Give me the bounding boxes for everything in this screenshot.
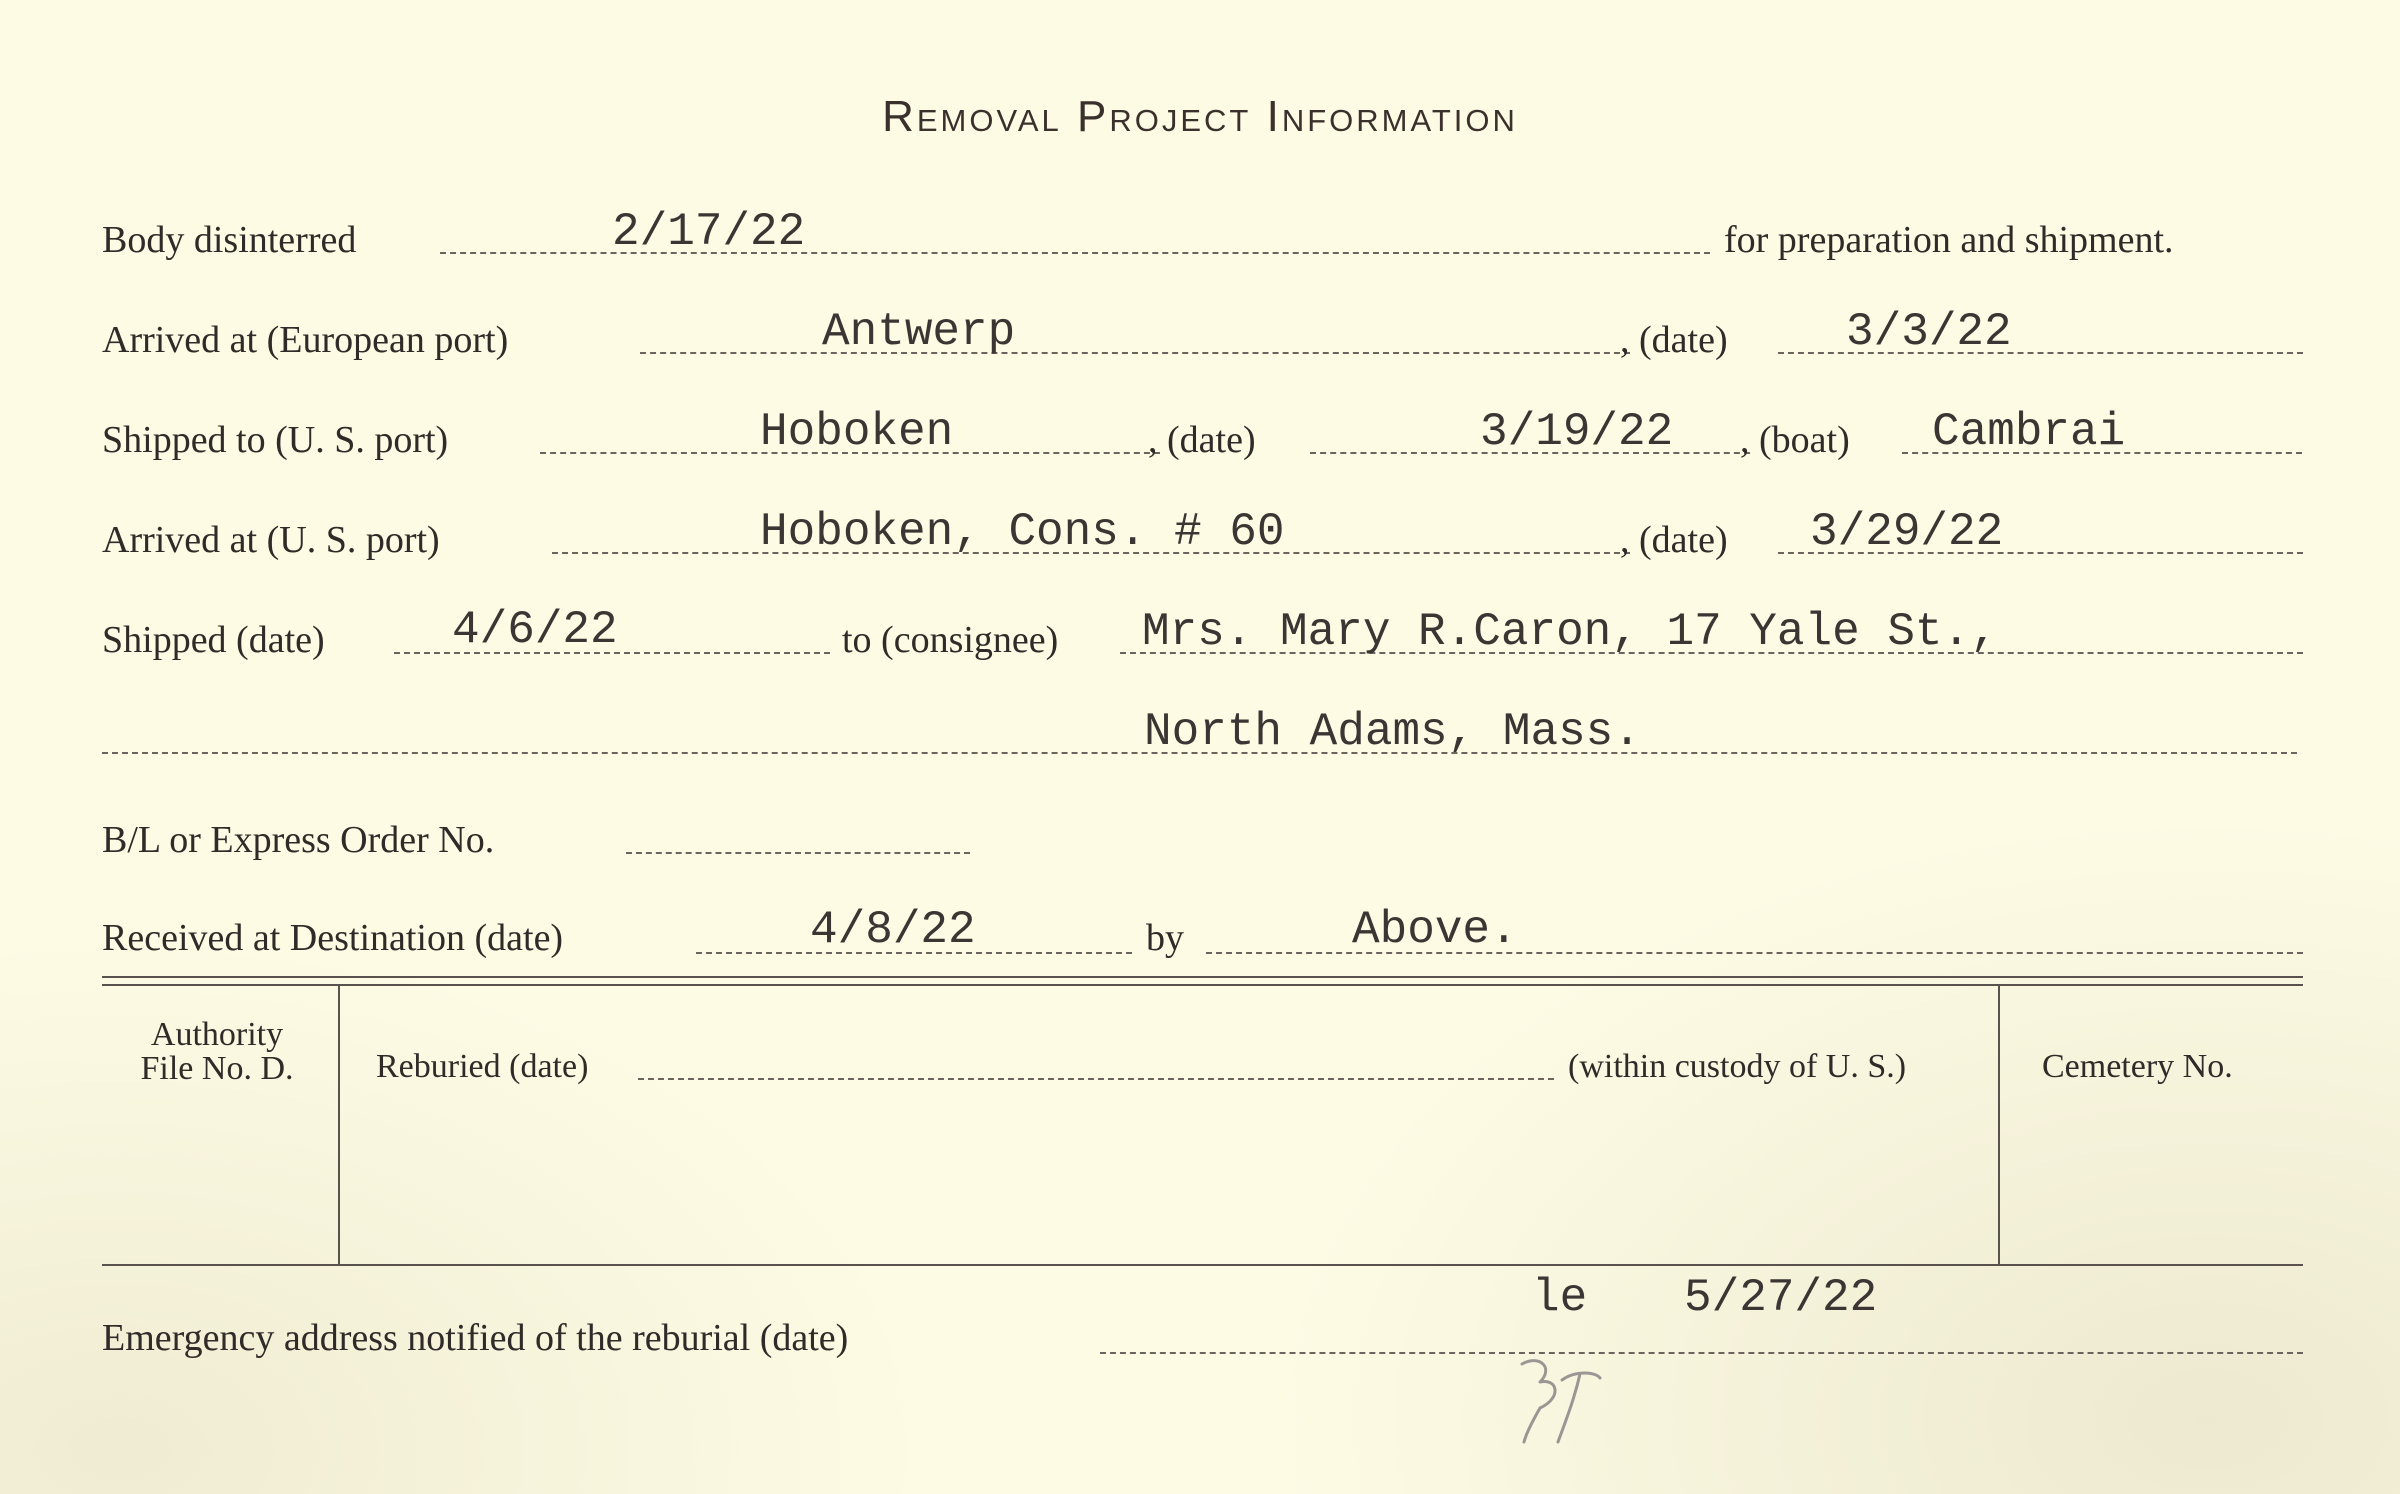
emergency-label: Emergency address notified of the reburial (date) [102,1317,849,1359]
arrived-us-port-value: Hoboken, Cons. # 60 [760,506,1285,558]
emergency-initials: le [1532,1272,1588,1324]
arrived-us-port-label: Arrived at (U. S. port) [102,519,440,561]
emergency-line [1100,1352,2303,1354]
boat-value: Cambrai [1932,406,2126,458]
box-bottom-rule [102,1264,2303,1266]
consignee-value-2: North Adams, Mass. [1144,706,1641,758]
reburied-label: Reburied (date) [376,1048,589,1085]
european-port-date: 3/3/22 [1846,306,2012,358]
consignee-label: to (consignee) [842,619,1059,661]
european-port-line [640,352,1630,354]
custody-label: (within custody of U. S.) [1568,1048,1907,1085]
shipped-us-port-date-label: , (date) [1148,419,1256,461]
boat-label: , (boat) [1740,419,1850,461]
body-disinterred-suffix: for preparation and shipment. [1724,219,2174,261]
received-date-value: 4/8/22 [810,904,976,956]
european-port-value: Antwerp [822,306,1016,358]
box-divider-left [338,986,340,1264]
emergency-date: 5/27/22 [1684,1272,1878,1324]
european-port-label: Arrived at (European port) [102,319,509,361]
arrived-us-port-date-label: , (date) [1620,519,1728,561]
shipped-date-label: Shipped (date) [102,619,325,661]
cemetery-no-label: Cemetery No. [2042,1048,2233,1085]
bl-express-line [626,852,970,854]
received-by-label: by [1146,917,1184,959]
shipped-us-port-value: Hoboken [760,406,954,458]
box-top-rule-inner [102,984,2303,986]
body-disinterred-label: Body disinterred [102,219,357,261]
card-title: Removal Project Information [882,92,1518,141]
authority-label: Authority [150,1016,284,1053]
reburied-line [638,1078,1554,1080]
shipped-us-port-date: 3/19/22 [1480,406,1674,458]
file-no-label: File No. D. [140,1050,294,1087]
box-divider-right [1998,986,2000,1264]
pencil-mark [1510,1350,1630,1450]
consignee-value-1: Mrs. Mary R.Caron, 17 Yale St., [1142,606,1998,658]
body-disinterred-value: 2/17/22 [612,206,806,258]
shipped-date-value: 4/6/22 [452,604,618,656]
shipped-us-port-label: Shipped to (U. S. port) [102,419,449,461]
received-by-value: Above. [1352,904,1518,956]
bl-express-label: B/L or Express Order No. [102,819,495,861]
box-top-rule [102,976,2303,978]
received-label: Received at Destination (date) [102,917,564,959]
european-port-date-label: , (date) [1620,319,1728,361]
arrived-us-port-date: 3/29/22 [1810,506,2004,558]
